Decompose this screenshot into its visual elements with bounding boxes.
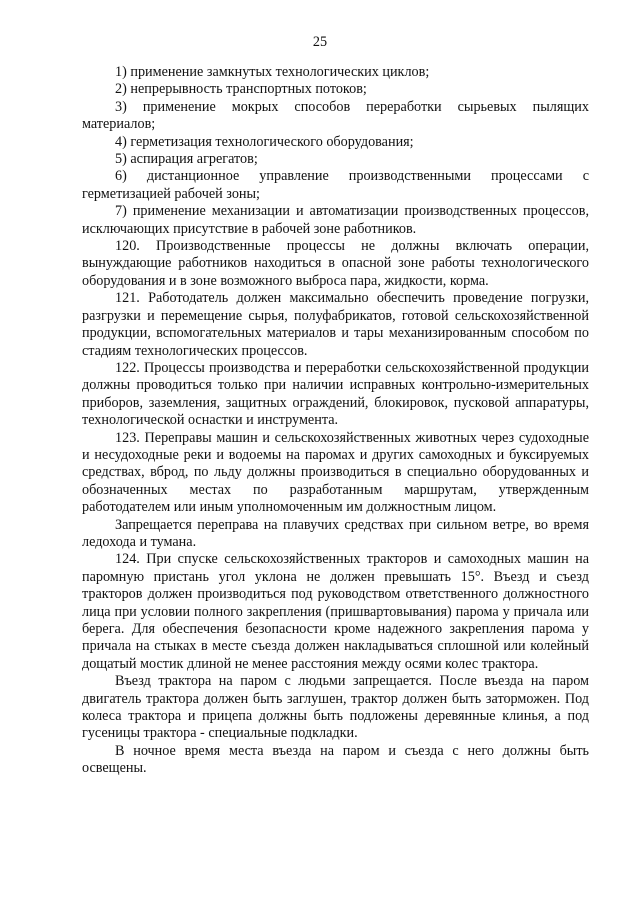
clause-124-note-1: Въезд трактора на паром с людьми запрещается. После въезда на паром двигатель трактора должен быть заглушен, трактор должен быть заторможен. Под колеса трактора и прицепа должны быть подложены деревянные клинья, а под гусеницы трактора - специальные подкладки. — [82, 673, 589, 742]
list-item-1: 1) применение замкнутых технологических циклов; — [115, 64, 430, 80]
list-item-4: 4) герметизация технологического оборудования; — [115, 133, 414, 150]
page-number: 25 — [312, 34, 328, 50]
list-item-2: 2) непрерывность транспортных потоков; — [115, 81, 367, 98]
list-item-3: 3) применение мокрых способов переработки сырьевых пылящих материалов; — [82, 98, 589, 133]
clause-124: 124. При спуске сельскохозяйственных тракторов и самоходных машин на паромную пристань угол уклона не должен превышать 15°. Въезд и съезд тракторов должен производиться под руководством ответственного должностного лица при условии полного закрепления (пришвартовывания) парома у причала или берега. Для обеспечения безопасности кроме надежного закрепления парома у причала на стыках в месте съезда должен накладываться сплошной или колейный дощатый мостик длиной не менее расстояния между осями колес трактора. — [82, 551, 589, 672]
list-item-7: 7) применение механизации и автоматизации производственных процессов, исключающих присутствие в рабочей зоне работников. — [82, 203, 589, 237]
clause-124-note-2: В ночное время места въезда на паром и съезда с него должны быть освещены. — [82, 742, 589, 777]
clause-123-note: Запрещается переправа на плавучих средствах при сильном ветре, во время ледохода и тумана. — [82, 516, 589, 550]
clause-121: 121. Работодатель должен максимально обеспечить проведение погрузки, разгрузки и перемещение сырья, полуфабрикатов, готовой сельскохозяйственной продукции, вспомогательных материалов и тары механизированным способом по стадиям технологических процессов. — [82, 290, 589, 359]
list-item-5: 5) аспирация агрегатов; — [115, 151, 258, 168]
clause-120: 120. Производственные процессы не должны включать операции, вынуждающие работников находиться в опасной зоне работы технологического оборудования и в зоне возможного выброса пара, жидкости, корма. — [82, 238, 589, 289]
clause-123: 123. Переправы машин и сельскохозяйственных животных через судоходные и несудоходные реки и водоемы на паромах и других самоходных и буксируемых средствах, вброд, по льду должны производиться в специально оборудованных и обозначенных местах по разработанным маршрутам, утвержденным работодателем или иным уполномоченным им должностным лицом. — [82, 429, 589, 516]
list-item-6: 6) дистанционное управление производственными процессами с герметизацией рабочей зоны; — [82, 168, 589, 202]
document-body — [82, 64, 589, 778]
clause-122: 122. Процессы производства и переработки сельскохозяйственной продукции должны проводиться только при наличии исправных контрольно-измерительных приборов, заземления, защитных ограждений, блокировок, пусковой аппаратуры, технологической оснастки и инструмента. — [82, 359, 589, 429]
